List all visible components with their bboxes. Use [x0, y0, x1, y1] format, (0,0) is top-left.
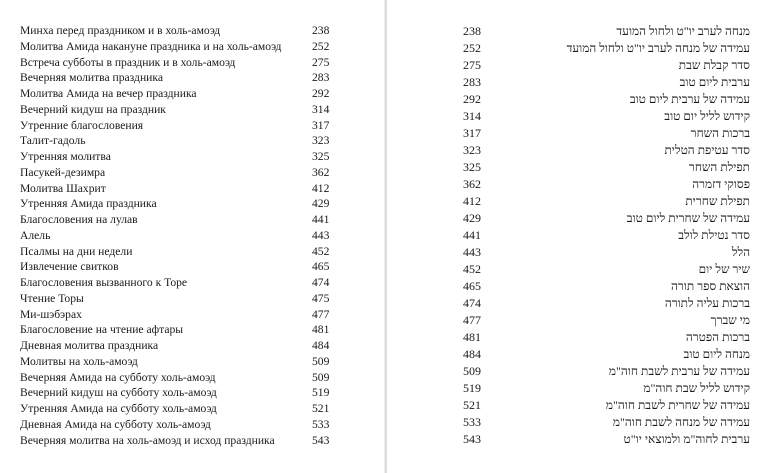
toc-entry-title: Молитвы на холь-амоэд: [20, 354, 138, 368]
toc-entry-page-number: 317: [463, 126, 481, 140]
toc-entry-title: סדר קבלת שבת: [678, 58, 750, 72]
toc-entry[interactable]: [20, 149, 340, 165]
toc-entry[interactable]: [20, 86, 340, 102]
toc-entry-page-number: 362: [463, 177, 481, 191]
toc-entry[interactable]: [20, 354, 340, 370]
toc-entry-page-number: 521: [463, 398, 481, 412]
toc-entry-page-number: 252: [312, 39, 330, 53]
toc-entry[interactable]: [20, 196, 340, 212]
toc-entry[interactable]: [388, 244, 777, 261]
toc-entry-title: סדר נטילת לולב: [678, 228, 750, 242]
toc-entry[interactable]: [20, 181, 340, 197]
toc-entry[interactable]: [388, 108, 777, 125]
toc-entry[interactable]: [20, 291, 340, 307]
toc-entry[interactable]: [388, 193, 777, 210]
toc-entry-title: Вечерний кидуш на субботу холь-амоэд: [20, 386, 217, 400]
toc-entry-page-number: 429: [312, 197, 330, 211]
toc-entry-page-number: 452: [312, 244, 330, 258]
toc-entry-page-number: 283: [463, 75, 481, 89]
left-page-russian-toc: [0, 0, 384, 473]
toc-entry[interactable]: [20, 275, 340, 291]
toc-entry-page-number: 238: [312, 24, 330, 37]
toc-entry-page-number: 314: [463, 109, 481, 123]
toc-entry-page-number: 317: [312, 118, 330, 132]
toc-entry[interactable]: [20, 338, 340, 354]
toc-entry-page-number: 452: [463, 262, 481, 276]
toc-entry-title: Алель: [20, 228, 51, 242]
toc-entry-page-number: 509: [312, 354, 330, 368]
toc-entry-title: עמידה של ערבית ליום טוב: [629, 92, 750, 106]
toc-entry[interactable]: [388, 40, 777, 57]
toc-entry-title: קידוש לליל שבת חוה"מ: [643, 381, 750, 395]
toc-entry-title: פסוקי דזמרה: [692, 177, 750, 191]
toc-entry-title: Дневная Амида на субботу холь-амоэд: [20, 417, 211, 431]
toc-entry[interactable]: [388, 176, 777, 193]
toc-entry-page-number: 484: [312, 339, 330, 352]
toc-entry-title: Вечерняя молитва на холь-амоэд и исход праздника: [20, 433, 275, 447]
toc-entry-title: ברכות הפטרה: [685, 330, 750, 344]
toc-entry[interactable]: [388, 431, 777, 448]
toc-entry[interactable]: [388, 380, 777, 397]
toc-entry-title: Утренняя молитва: [20, 150, 111, 163]
toc-entry-page-number: 519: [463, 381, 481, 395]
toc-entry-title: Благословение на чтение афтары: [20, 323, 184, 337]
toc-entry[interactable]: [388, 142, 777, 159]
toc-entry-page-number: 533: [312, 417, 330, 431]
toc-entry[interactable]: [20, 23, 340, 39]
toc-entry[interactable]: [388, 57, 777, 74]
toc-entry-title: עמידה של מנחה לשבת חוה"מ: [612, 415, 750, 429]
toc-entry-title: Встреча субботы в праздник и в холь-амоэд: [20, 55, 236, 69]
toc-entry[interactable]: [20, 102, 340, 118]
toc-entry-title: הלל: [731, 245, 750, 259]
toc-entry[interactable]: [20, 322, 340, 338]
toc-entry-page-number: 292: [312, 87, 330, 100]
toc-entry[interactable]: [388, 125, 777, 142]
toc-entry-title: ברכות עליה לתורה: [664, 296, 750, 310]
toc-entry-title: עמידה של שחרית ליום טוב: [626, 211, 750, 225]
toc-entry-page-number: 443: [463, 245, 481, 259]
toc-entry[interactable]: [388, 23, 777, 40]
toc-entry-title: Талит-гадоль: [20, 134, 86, 148]
toc-entry-title: סדר עטיפת הטלית: [664, 143, 750, 157]
toc-entry[interactable]: [388, 74, 777, 91]
toc-entry[interactable]: [20, 433, 340, 449]
toc-entry-page-number: 323: [463, 143, 481, 157]
toc-entry-page-number: 275: [463, 58, 481, 72]
toc-entry-page-number: 481: [312, 323, 330, 337]
toc-entry-page-number: 519: [312, 386, 330, 400]
toc-entry-title: מי שברך: [710, 313, 750, 327]
toc-entry-page-number: 465: [463, 279, 481, 293]
toc-entry-title: מנחה לערב יו"ט ולחול המועד: [616, 24, 750, 38]
toc-entry-title: Чтение Торы: [20, 291, 84, 305]
toc-entry-title: תפילת שחרית: [685, 194, 750, 208]
toc-entry-page-number: 543: [312, 433, 330, 447]
toc-entry[interactable]: [388, 346, 777, 363]
page-divider: [384, 0, 387, 473]
toc-entry-page-number: 533: [463, 415, 481, 429]
toc-entry-title: עמידה של ערבית לשבת חוה"מ: [608, 364, 750, 378]
toc-entry[interactable]: [20, 39, 340, 55]
toc-entry-page-number: 441: [463, 228, 481, 242]
toc-entry-title: Благословения на лулав: [20, 213, 138, 226]
toc-entry[interactable]: [388, 210, 777, 227]
toc-entry-title: Утренняя Амида праздника: [20, 197, 157, 211]
toc-entry[interactable]: [388, 227, 777, 244]
toc-entry-page-number: 443: [312, 228, 330, 242]
toc-entry[interactable]: [20, 244, 340, 260]
toc-entry[interactable]: [20, 70, 340, 86]
toc-entry-title: Вечерняя Амида на субботу холь-амоэд: [20, 370, 216, 384]
toc-entry-page-number: 323: [312, 134, 330, 148]
toc-entry[interactable]: [20, 259, 340, 275]
toc-entry[interactable]: [20, 385, 340, 401]
hebrew-toc-list: [388, 23, 777, 448]
right-page-hebrew-toc: [388, 0, 777, 473]
toc-entry[interactable]: [20, 118, 340, 134]
toc-entry-title: Дневная молитва праздника: [20, 339, 159, 352]
toc-entry-title: Извлечение свитков: [20, 260, 119, 274]
toc-entry-page-number: 252: [463, 41, 481, 55]
toc-entry[interactable]: [20, 165, 340, 181]
toc-entry-title: Вечерняя молитва праздника: [20, 71, 163, 85]
toc-entry[interactable]: [388, 91, 777, 108]
toc-entry-page-number: 521: [312, 402, 330, 415]
toc-entry-title: Молитва Амида на вечер праздника: [20, 87, 197, 100]
toc-entry[interactable]: [388, 295, 777, 312]
toc-entry-page-number: 412: [312, 181, 330, 195]
toc-entry-title: Молитва Шахрит: [20, 181, 106, 195]
toc-entry-title: עמידה של שחרית לשבת חוה"מ: [605, 398, 750, 412]
toc-entry-title: הוצאת ספר תורה: [671, 279, 750, 293]
toc-entry[interactable]: [20, 212, 340, 228]
toc-entry[interactable]: [20, 133, 340, 149]
toc-entry[interactable]: [388, 329, 777, 346]
russian-toc-list: [20, 23, 340, 448]
toc-entry-page-number: 238: [463, 24, 481, 38]
toc-entry[interactable]: [20, 417, 340, 433]
toc-entry-title: קידוש לליל יום טוב: [664, 109, 750, 123]
toc-entry-page-number: 477: [312, 307, 330, 321]
toc-entry-title: Утренние благословения: [20, 118, 144, 132]
toc-entry-page-number: 325: [312, 150, 330, 163]
toc-entry-title: תפילת השחר: [688, 160, 750, 174]
toc-entry-page-number: 283: [312, 71, 330, 85]
toc-entry-page-number: 412: [463, 194, 481, 208]
toc-entry-page-number: 474: [463, 296, 481, 310]
toc-entry[interactable]: [388, 278, 777, 295]
toc-entry-page-number: 314: [312, 102, 330, 116]
toc-entry-page-number: 325: [463, 160, 481, 174]
toc-entry[interactable]: [20, 370, 340, 386]
toc-entry-title: Благословения вызванного к Торе: [20, 276, 188, 289]
toc-entry-title: ערבית ליום טוב: [679, 75, 750, 89]
toc-entry[interactable]: [388, 414, 777, 431]
toc-entry[interactable]: [388, 261, 777, 278]
toc-entry-title: Пасукей-дезимра: [20, 165, 106, 179]
toc-entry-page-number: 509: [463, 364, 481, 378]
toc-entry-page-number: 474: [312, 276, 330, 289]
toc-entry-page-number: 484: [463, 347, 481, 361]
toc-entry-page-number: 275: [312, 55, 330, 69]
toc-entry-page-number: 429: [463, 211, 481, 225]
toc-entry[interactable]: [388, 363, 777, 380]
toc-entry-title: Ми-шэбэрах: [20, 307, 82, 321]
toc-entry-page-number: 475: [312, 291, 330, 305]
toc-entry[interactable]: [20, 401, 340, 417]
toc-entry[interactable]: [388, 312, 777, 329]
toc-entry[interactable]: [20, 228, 340, 244]
toc-entry-page-number: 465: [312, 260, 330, 274]
toc-entry-title: Вечерний кидуш на праздник: [20, 102, 166, 116]
toc-entry-page-number: 509: [312, 370, 330, 384]
toc-entry-page-number: 362: [312, 165, 330, 179]
toc-entry-page-number: 441: [312, 213, 330, 226]
toc-entry-title: Псалмы на дни недели: [20, 244, 133, 258]
toc-entry-title: Минха перед праздником и в холь-амоэд: [20, 24, 221, 37]
toc-entry-title: מנחה ליום טוב: [683, 347, 750, 361]
toc-entry-page-number: 543: [463, 432, 481, 446]
toc-entry[interactable]: [20, 55, 340, 71]
toc-entry-title: ברכות השחר: [690, 126, 750, 140]
toc-entry-title: Утренняя Амида на субботу холь-амоэд: [20, 402, 217, 415]
toc-entry-title: Молитва Амида накануне праздника и на холь-амоэд: [20, 39, 282, 53]
toc-entry-page-number: 292: [463, 92, 481, 106]
toc-entry[interactable]: [388, 397, 777, 414]
toc-entry-title: ערבית לחוה"מ ולמוצאי יו"ט: [623, 432, 750, 446]
toc-entry-title: שיר של יום: [698, 262, 750, 276]
toc-entry[interactable]: [388, 159, 777, 176]
toc-entry-page-number: 477: [463, 313, 481, 327]
toc-entry-title: עמידה של מנחה לערב יו"ט ולחול המועד: [566, 41, 750, 55]
toc-entry[interactable]: [20, 307, 340, 323]
toc-entry-page-number: 481: [463, 330, 481, 344]
